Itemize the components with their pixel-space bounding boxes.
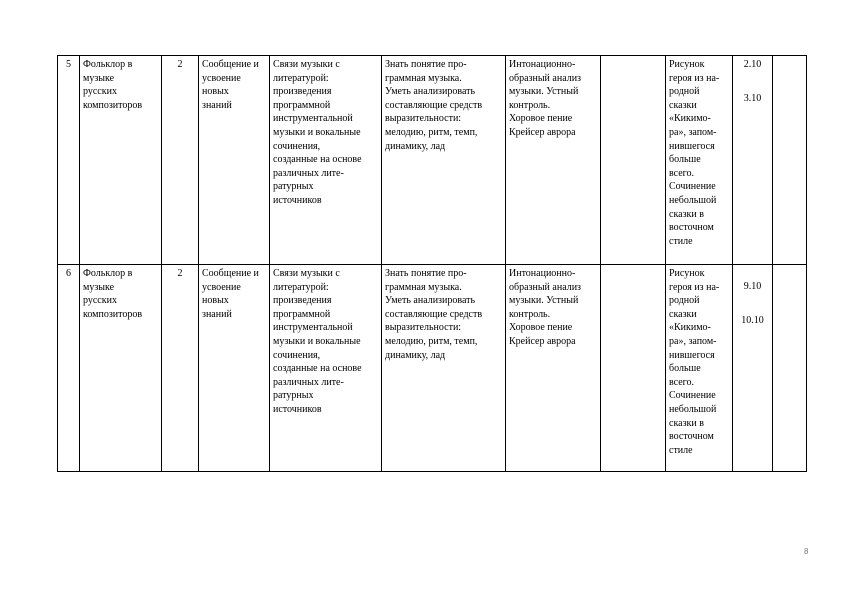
lesson-number-cell: 5 <box>58 56 80 265</box>
planned-date: 2.10 <box>743 59 762 70</box>
content-cell: Связи музыки с литературой: произведения программной инструментальной музыки и вокальные сочинения, созданные на основе различных лите- ратурных источников <box>270 265 382 472</box>
lesson-plan-table <box>57 55 807 472</box>
planned-date: 3.10 <box>743 92 762 104</box>
table-row <box>58 56 807 265</box>
lesson-topic-cell: Фольклор в музыке русских композиторов <box>80 56 162 265</box>
empty-cell <box>601 56 666 265</box>
lesson-topic-cell: Фольклор в музыке русских композиторов <box>80 265 162 472</box>
requirements-cell: Знать понятие про- граммная музыка. Уметь анализировать составляющие средств выразительности: мелодию, ритм, темп, динамику, лад <box>382 56 506 265</box>
hours-cell: 2 <box>162 265 199 472</box>
lesson-type-cell: Сообщение и усвоение новых знаний <box>199 56 270 265</box>
page-number: 8 <box>804 547 809 556</box>
hours-cell: 2 <box>162 56 199 265</box>
requirements-cell: Знать понятие про- граммная музыка. Уметь анализировать составляющие средств выразительности: мелодию, ритм, темп, динамику, лад <box>382 265 506 472</box>
fact-date-cell <box>773 56 807 265</box>
control-cell: Интонационно- образный анализ музыки. Устный контроль. Хоровое пение Крейсер аврора <box>506 56 601 265</box>
fact-date-cell <box>773 265 807 472</box>
lesson-type-cell: Сообщение и усвоение новых знаний <box>199 265 270 472</box>
content-cell: Связи музыки с литературой: произведения программной инструментальной музыки и вокальные сочинения, созданные на основе различных лите- ратурных источников <box>270 56 382 265</box>
planned-date-cell <box>733 56 773 265</box>
lesson-number-cell: 6 <box>58 265 80 472</box>
homework-cell: Рисунок героя из на- родной сказки «Кикимо- ра», запом- нившегося больше всего. Сочинение небольшой сказки в восточном стиле <box>666 56 733 265</box>
planned-date: 10.10 <box>741 314 764 326</box>
homework-cell: Рисунок героя из на- родной сказки «Кикимо- ра», запом- нившегося больше всего. Сочинение небольшой сказки в восточном стиле <box>666 265 733 472</box>
table-row <box>58 265 807 472</box>
empty-cell <box>601 265 666 472</box>
control-cell: Интонационно- образный анализ музыки. Устный контроль. Хоровое пение Крейсер аврора <box>506 265 601 472</box>
planned-date: 9.10 <box>743 281 762 292</box>
planned-date-cell <box>733 265 773 472</box>
